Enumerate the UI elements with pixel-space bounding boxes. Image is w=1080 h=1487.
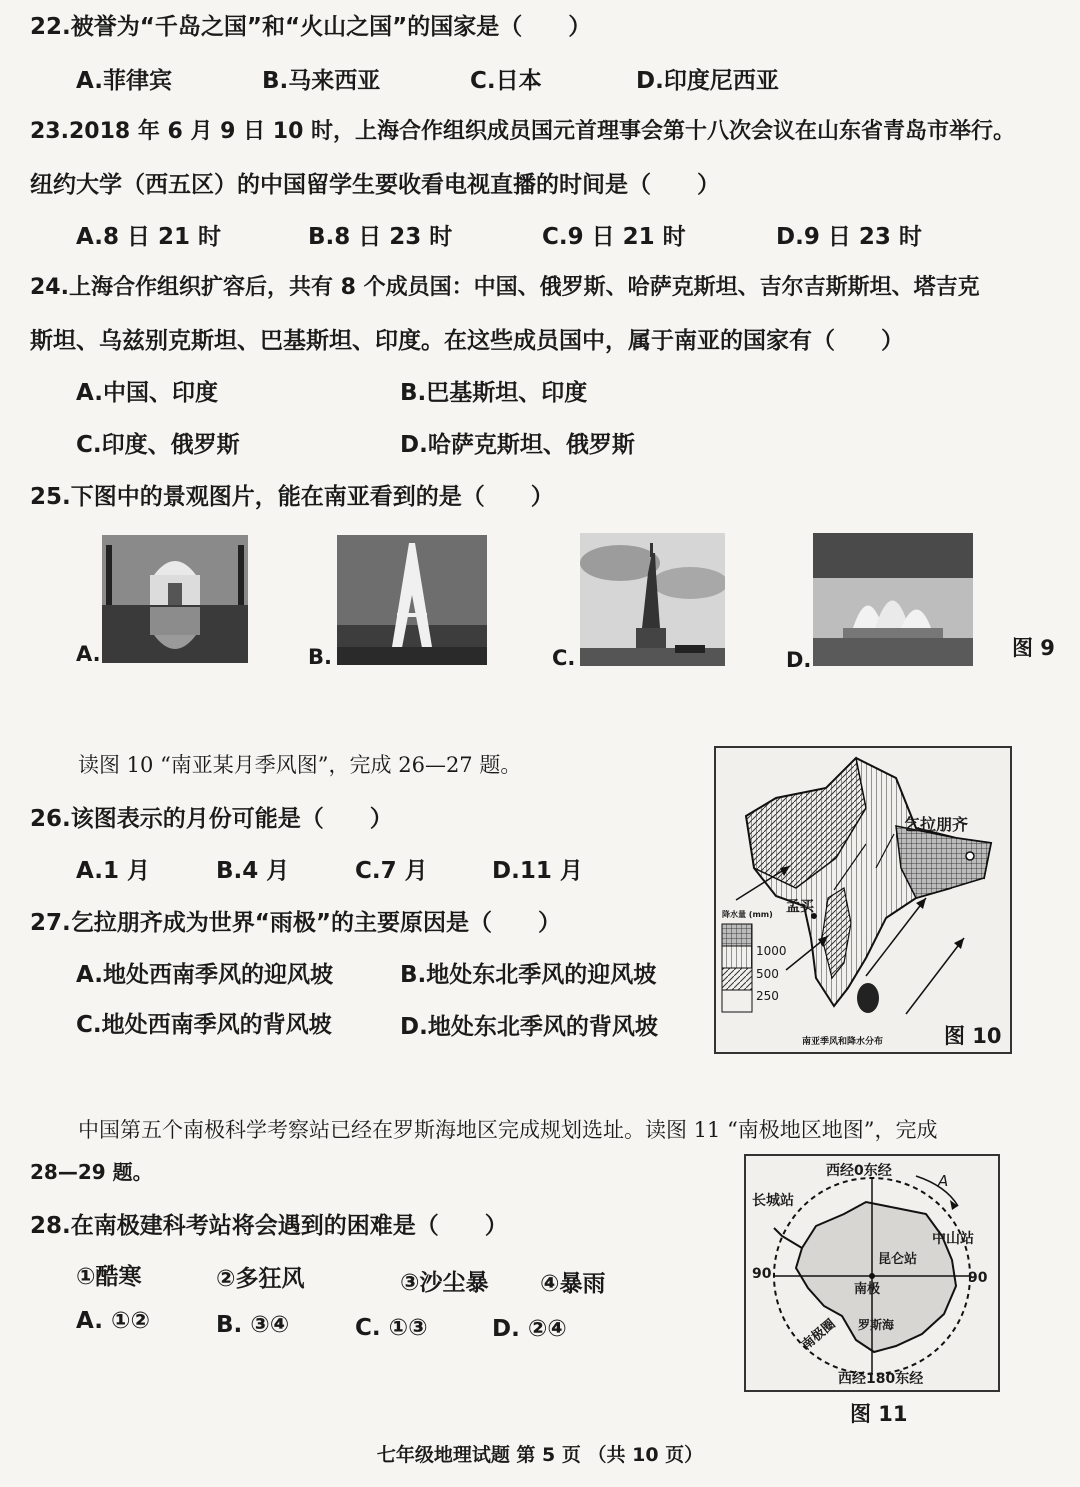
q22-option-d[interactable]: D.印度尼西亚 bbox=[636, 68, 779, 94]
q26-option-c[interactable]: C.7 月 bbox=[355, 858, 428, 884]
fig11-bottom-label: 西经180东经 bbox=[838, 1371, 924, 1387]
fig10-city-cherrapunji: 乞拉朋齐 bbox=[904, 815, 969, 834]
intro-28-29-line2: 28—29 题。 bbox=[30, 1160, 153, 1184]
q28-option-b[interactable]: B. ③④ bbox=[216, 1312, 290, 1338]
photo-taj-mahal[interactable] bbox=[102, 535, 248, 663]
fig11-station-zhongshan: 中山站 bbox=[932, 1231, 974, 1247]
q23-option-d[interactable]: D.9 日 23 时 bbox=[776, 224, 922, 250]
fig11-antarctic-circle: 南极圈 bbox=[799, 1316, 839, 1354]
q26-option-a[interactable]: A.1 月 bbox=[76, 858, 150, 884]
page-footer: 七年级地理试题 第 5 页 （共 10 页） bbox=[376, 1444, 704, 1466]
q27-option-c[interactable]: C.地处西南季风的背风坡 bbox=[76, 1012, 332, 1038]
fig10-legend-title: 降水量 (mm) bbox=[722, 910, 773, 919]
intro-28-29-line1: 中国第五个南极科学考察站已经在罗斯海地区完成规划选址。读图 11 “南极地区地图”，完成 bbox=[78, 1118, 938, 1142]
photo-eiffel-tower[interactable] bbox=[337, 535, 487, 665]
q22-option-a[interactable]: A.菲律宾 bbox=[76, 68, 172, 94]
q26-stem: 26.该图表示的月份可能是（ ） bbox=[30, 806, 393, 832]
q28-option-a[interactable]: A. ①② bbox=[76, 1308, 150, 1334]
q22-stem: 22.被誉为“千岛之国”和“火山之国”的国家是（ ） bbox=[30, 14, 592, 40]
fig11-right-label: 90 bbox=[968, 1270, 988, 1286]
fig11-top-label: 西经0东经 bbox=[826, 1163, 892, 1179]
q28-item-4: ④暴雨 bbox=[540, 1271, 606, 1297]
q23-option-b[interactable]: B.8 日 23 时 bbox=[308, 224, 453, 250]
q22-option-c[interactable]: C.日本 bbox=[470, 68, 542, 94]
q22-option-b[interactable]: B.马来西亚 bbox=[262, 68, 381, 94]
q24-stem-line1: 24.上海合作组织扩容后，共有 8 个成员国：中国、俄罗斯、哈萨克斯坦、吉尔吉斯斯坦、塔吉克 bbox=[30, 275, 980, 300]
q24-option-d[interactable]: D.哈萨克斯坦、俄罗斯 bbox=[400, 432, 635, 458]
q23-stem-line2: 纽约大学（西五区）的中国留学生要收看电视直播的时间是（ ） bbox=[30, 172, 720, 198]
sydney-opera-house-image bbox=[813, 533, 973, 666]
eiffel-tower-image bbox=[337, 535, 487, 665]
q24-stem-line2: 斯坦、乌兹别克斯坦、巴基斯坦、印度。在这些成员国中，属于南亚的国家有（ ） bbox=[30, 328, 904, 354]
q23-option-c[interactable]: C.9 日 21 时 bbox=[542, 224, 686, 250]
q27-option-b[interactable]: B.地处东北季风的迎风坡 bbox=[400, 962, 657, 988]
q23-option-a[interactable]: A.8 日 21 时 bbox=[76, 224, 221, 250]
q25-stem: 25.下图中的景观图片，能在南亚看到的是（ ） bbox=[30, 484, 554, 510]
fig11-arrow-label: A bbox=[938, 1172, 949, 1190]
q28-item-1: ①酷寒 bbox=[76, 1264, 142, 1290]
q25-label-c: C. bbox=[552, 646, 576, 670]
statue-of-liberty-image bbox=[580, 533, 725, 666]
q27-stem: 27.乞拉朋齐成为世界“雨极”的主要原因是（ ） bbox=[30, 910, 561, 936]
fig9-label: 图 9 bbox=[1012, 636, 1055, 660]
fig11-station-kunlun: 昆仑站 bbox=[878, 1252, 918, 1267]
photo-statue-of-liberty[interactable] bbox=[580, 533, 725, 666]
q24-option-b[interactable]: B.巴基斯坦、印度 bbox=[400, 380, 588, 406]
q25-label-b: B. bbox=[308, 645, 332, 669]
fig11-left-label: 90 bbox=[752, 1266, 772, 1282]
q26-option-d[interactable]: D.11 月 bbox=[492, 858, 583, 884]
q24-option-c[interactable]: C.印度、俄罗斯 bbox=[76, 432, 240, 458]
fig11-south-pole: 南极 bbox=[854, 1282, 881, 1297]
south-asia-map bbox=[716, 748, 1010, 1052]
q25-label-a: A. bbox=[76, 642, 101, 666]
fig10-label: 图 10 bbox=[944, 1024, 1002, 1048]
q24-option-a[interactable]: A.中国、印度 bbox=[76, 380, 218, 406]
q27-option-d[interactable]: D.地处东北季风的背风坡 bbox=[400, 1014, 658, 1040]
fig10-caption-small: 南亚季风和降水分布 bbox=[802, 1037, 884, 1047]
q28-stem: 28.在南极建科考站将会遇到的困难是（ ） bbox=[30, 1213, 508, 1239]
intro-26-27: 读图 10 “南亚某月季风图”，完成 26—27 题。 bbox=[78, 753, 522, 777]
photo-sydney-opera-house[interactable] bbox=[813, 533, 973, 666]
fig10-legend-250: 250 bbox=[756, 989, 779, 1003]
q23-stem-line1: 23.2018 年 6 月 9 日 10 时，上海合作组织成员国元首理事会第十八次会议在山东省青岛市举行。 bbox=[30, 119, 1016, 144]
q25-label-d: D. bbox=[786, 648, 812, 672]
q26-option-b[interactable]: B.4 月 bbox=[216, 858, 290, 884]
fig11-ross-sea: 罗斯海 bbox=[858, 1318, 895, 1332]
fig10-city-mumbai: 孟买 bbox=[786, 899, 814, 915]
q28-item-2: ②多狂风 bbox=[216, 1266, 305, 1292]
q27-option-a[interactable]: A.地处西南季风的迎风坡 bbox=[76, 962, 333, 988]
fig11-label: 图 11 bbox=[850, 1402, 908, 1426]
q28-item-3: ③沙尘暴 bbox=[400, 1270, 489, 1296]
fig10-monsoon-map bbox=[714, 746, 1012, 1054]
taj-mahal-image bbox=[102, 535, 248, 663]
fig11-antarctica-map bbox=[744, 1154, 1000, 1392]
fig11-station-great-wall: 长城站 bbox=[752, 1193, 794, 1209]
fig10-legend-1000: 1000 bbox=[756, 944, 787, 958]
q28-option-d[interactable]: D. ②④ bbox=[492, 1316, 567, 1342]
fig10-legend-500: 500 bbox=[756, 967, 779, 981]
q28-option-c[interactable]: C. ①③ bbox=[355, 1315, 428, 1341]
